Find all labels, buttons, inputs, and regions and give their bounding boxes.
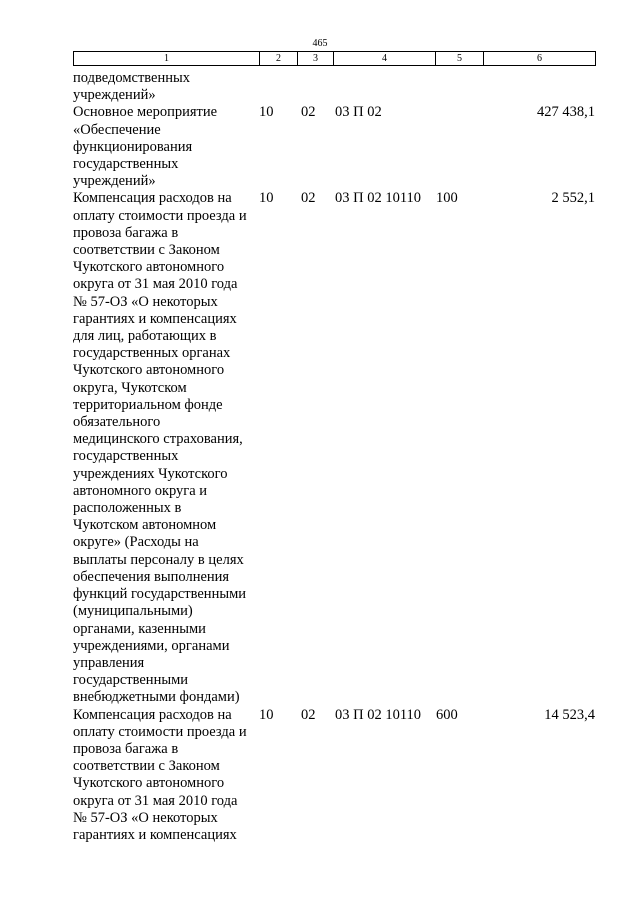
description-line: расположенных в: [73, 500, 182, 517]
target-article-code: 03 П 02 10110: [335, 190, 422, 207]
amount-value: 427 438,1: [537, 104, 595, 121]
description-line: функций государственными: [73, 586, 247, 603]
page-number: 465: [312, 38, 328, 49]
description-line: государственными: [73, 672, 189, 689]
row-description: [73, 707, 263, 845]
description-line: гарантиях и компенсациях: [73, 826, 237, 843]
description-line: Чукотского автономного: [73, 775, 225, 792]
description-line: Чукотского автономного: [73, 259, 225, 276]
section-code: 10: [259, 706, 274, 723]
description-line: функционирования: [73, 138, 193, 155]
description-line: выплаты персоналу в целях: [73, 551, 244, 568]
description-line: Чукотском автономном: [73, 517, 217, 534]
description-line: для лиц, работающих в: [73, 328, 217, 345]
description-line: обеспечения выполнения: [73, 568, 230, 585]
description-line: Основное мероприятие: [73, 104, 218, 121]
description-line: территориальном фонде: [73, 396, 223, 413]
column-header-4: 4: [334, 52, 436, 66]
column-header-6: 6: [484, 52, 596, 66]
description-line: провоза багажа в: [73, 224, 179, 241]
row-description: [73, 190, 263, 706]
column-header-5: 5: [436, 52, 484, 66]
description-line: «Обеспечение: [73, 121, 161, 138]
column-header-table: [73, 51, 596, 66]
description-line: округа от 31 мая 2010 года: [73, 792, 238, 809]
description-line: Чукотского автономного: [73, 362, 225, 379]
description-line: № 57-ОЗ «О некоторых: [73, 293, 218, 310]
expense-type-code: 100: [436, 190, 458, 207]
description-line: органами, казенными: [73, 620, 206, 637]
description-line: № 57-ОЗ «О некоторых: [73, 809, 218, 826]
description-line: округа от 31 мая 2010 года: [73, 276, 238, 293]
description-line: оплату стоимости проезда и: [73, 207, 247, 224]
description-line: Компенсация расходов на: [73, 190, 232, 207]
amount-value: 14 523,4: [544, 706, 595, 723]
description-line: соответствии с Законом: [73, 758, 220, 775]
description-line: (муниципальными): [73, 603, 193, 620]
expense-type-code: 600: [436, 706, 458, 723]
table-row: [73, 70, 595, 104]
description-line: подведомственных: [73, 70, 190, 86]
description-line: округе» (Расходы на: [73, 534, 199, 551]
column-header-1: 1: [74, 52, 260, 66]
column-header-2: 2: [260, 52, 298, 66]
table-row: [73, 707, 595, 845]
amount-value: 2 552,1: [551, 190, 595, 207]
description-line: учреждениях Чукотского: [73, 465, 228, 482]
description-line: управления: [73, 654, 145, 671]
subsection-code: 02: [301, 104, 316, 121]
description-line: государственных: [73, 448, 179, 465]
row-description: [73, 70, 263, 104]
section-code: 10: [259, 190, 274, 207]
description-line: соответствии с Законом: [73, 242, 220, 259]
row-description: [73, 104, 263, 190]
target-article-code: 03 П 02: [335, 104, 382, 121]
subsection-code: 02: [301, 190, 316, 207]
description-line: автономного округа и: [73, 482, 208, 499]
description-line: государственных органах: [73, 345, 231, 362]
description-line: обязательного: [73, 414, 161, 431]
table-row: [73, 104, 595, 190]
description-line: государственных: [73, 156, 179, 173]
table-row: [73, 190, 595, 706]
description-line: медицинского страхования,: [73, 431, 243, 448]
description-line: учреждений»: [73, 87, 156, 104]
target-article-code: 03 П 02 10110: [335, 706, 422, 723]
description-line: гарантиях и компенсациях: [73, 310, 237, 327]
budget-table-body: [73, 70, 595, 844]
column-header-3: 3: [298, 52, 334, 66]
description-line: учреждениями, органами: [73, 637, 230, 654]
subsection-code: 02: [301, 706, 316, 723]
description-line: оплату стоимости проезда и: [73, 723, 247, 740]
description-line: учреждений»: [73, 173, 156, 190]
description-line: Компенсация расходов на: [73, 706, 232, 723]
description-line: округа, Чукотском: [73, 379, 187, 396]
description-line: провоза багажа в: [73, 740, 179, 757]
description-line: внебюджетными фондами): [73, 689, 240, 706]
column-number-row: [74, 52, 596, 66]
section-code: 10: [259, 104, 274, 121]
